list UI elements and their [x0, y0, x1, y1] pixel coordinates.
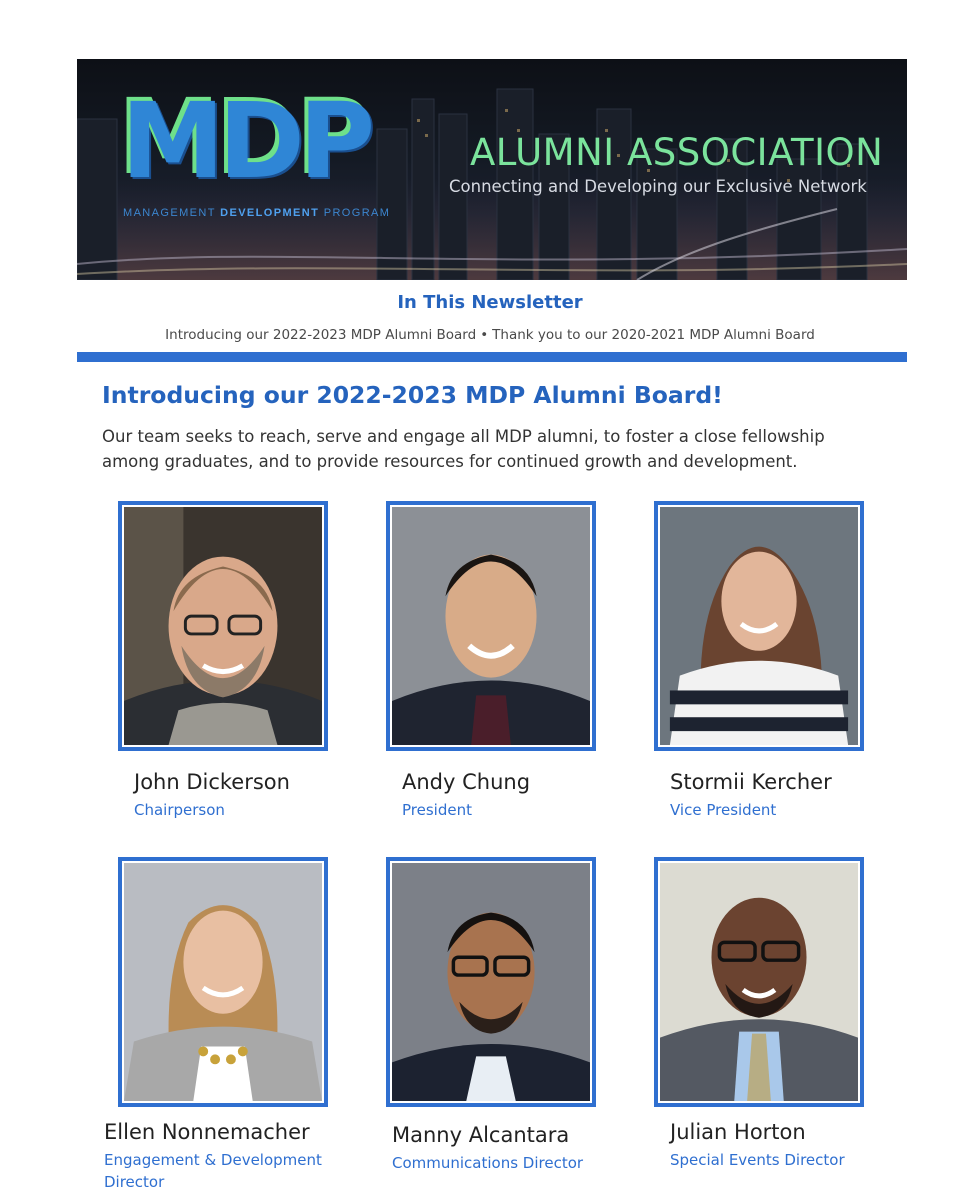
board-member-name: Ellen Nonnemacher — [104, 1120, 310, 1144]
newsletter-heading: In This Newsletter — [397, 292, 583, 313]
board-member-role: President — [402, 801, 472, 819]
board-member-name: John Dickerson — [134, 770, 290, 794]
newsletter-link-thank-you[interactable]: Thank you to our 2020-2021 MDP Alumni Board — [492, 327, 815, 343]
board-member-role: Chairperson — [134, 801, 225, 819]
board-photo-manny-alcantara — [386, 857, 596, 1107]
board-photo-john-dickerson — [118, 501, 328, 751]
board-member-name: Julian Horton — [670, 1120, 806, 1144]
newsletter-link-introducing[interactable]: Introducing our 2022-2023 MDP Alumni Board — [165, 327, 477, 343]
board-member-name: Manny Alcantara — [392, 1123, 570, 1147]
board-member-name: Stormii Kercher — [670, 770, 832, 794]
header-banner — [77, 59, 907, 280]
board-member-role: Special Events Director — [670, 1151, 845, 1169]
link-separator: • — [480, 327, 489, 343]
divider-rule — [77, 352, 907, 362]
board-photo-ellen-nonnemacher — [118, 857, 328, 1107]
mdp-logo: MDP — [121, 80, 370, 202]
portrait-image — [124, 507, 322, 745]
logo-subtitle: MANAGEMENT DEVELOPMENT PROGRAM — [123, 207, 391, 219]
board-member-role: Communications Director — [392, 1154, 584, 1172]
section-body: Our team seeks to reach, serve and engage all MDP alumni, to foster a close fellowship among graduates, and to provide resources for continued growth and development. — [102, 427, 825, 471]
portrait-image — [660, 507, 858, 745]
newsletter-links — [0, 327, 963, 343]
board-photo-julian-horton — [654, 857, 864, 1107]
portrait-image — [392, 507, 590, 745]
board-photo-andy-chung — [386, 501, 596, 751]
board-member-role: Vice President — [670, 801, 777, 819]
board-photo-stormii-kercher — [654, 501, 864, 751]
board-member-name: Andy Chung — [402, 770, 531, 794]
portrait-image — [392, 863, 590, 1101]
board-member-role: Engagement & Development Director — [104, 1151, 322, 1191]
portrait-image — [660, 863, 858, 1101]
association-title: ALUMNI ASSOCIATION — [470, 131, 884, 174]
section-title: Introducing our 2022-2023 MDP Alumni Board! — [102, 381, 723, 409]
association-tagline: Connecting and Developing our Exclusive Network — [449, 177, 867, 196]
portrait-image — [124, 863, 322, 1101]
